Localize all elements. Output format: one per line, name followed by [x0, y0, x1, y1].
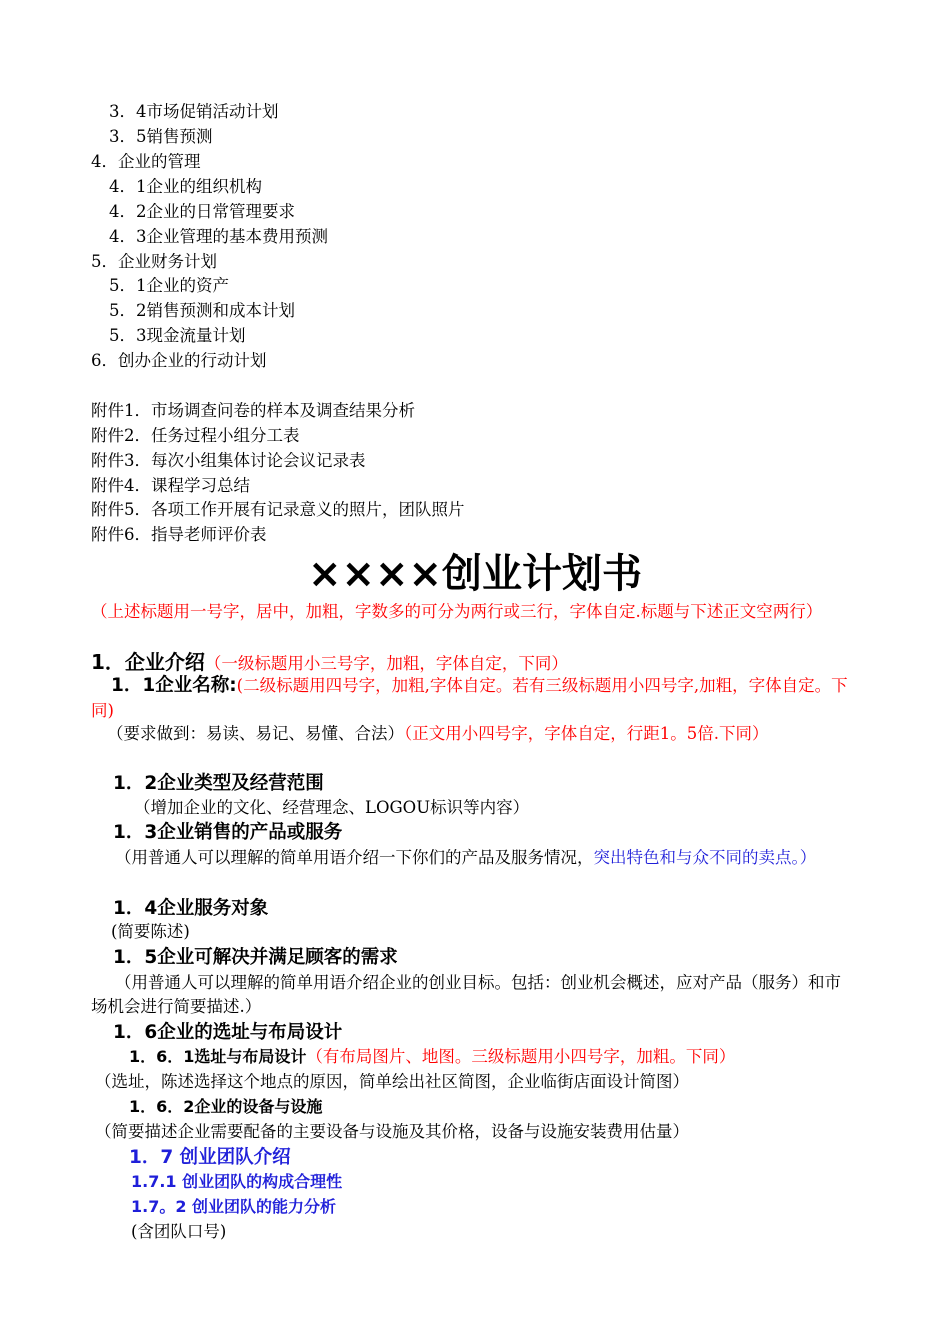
- section-1-3-body-highlight: 突出特色和与众不同的卖点。）: [593, 848, 817, 867]
- section-1-3-body: [91, 846, 861, 870]
- attachment-item: 附件3．每次小组集体讨论会议记录表: [91, 451, 366, 470]
- section-1-6-2-body: （简要描述企业需要配备的主要设备与设施及其价格，设备与设施安装费用估量）: [95, 1122, 689, 1141]
- section-1-6-1-body: （选址，陈述选择这个地点的原因，简单绘出社区简图，企业临街店面设计简图）: [95, 1072, 689, 1091]
- section-1-3-body-text: （用普通人可以理解的简单用语介绍一下你们的产品及服务情况，: [115, 848, 594, 867]
- section-1-6-2-heading: 1．6．2企业的设备与设施: [129, 1097, 323, 1116]
- section-1-1-note: (二级标题用四号字，加粗,字体自定。若有三级标题用小四号字,加粗，字体自定。下同): [91, 676, 848, 720]
- toc-item-3-5: 3．5销售预测: [109, 127, 213, 146]
- section-1-5-body: （用普通人可以理解的简单用语介绍企业的创业目标。包括：创业机会概述，应对产品（服务）和市场机会进行简要描述.）: [91, 973, 841, 1016]
- attachment-item: 附件1．市场调查问卷的样本及调查结果分析: [91, 401, 415, 420]
- section-1-4-body: (简要陈述): [111, 922, 190, 941]
- section-1-7-heading: 1．7 创业团队介绍: [129, 1147, 291, 1168]
- toc-item-4: 4．企业的管理: [91, 152, 201, 171]
- section-1-heading: 1．企业介绍: [91, 650, 205, 674]
- section-1-6-1-note: （有布局图片、地图。三级标题用小四号字，加粗。下同）: [306, 1047, 736, 1066]
- section-1-1-body-text: （要求做到：易读、易记、易懂、合法）: [107, 724, 404, 743]
- section-1-6-1-line: [129, 1046, 735, 1068]
- attachment-item: 附件6．指导老师评价表: [91, 525, 267, 544]
- section-1-7-2-body: (含团队口号): [131, 1222, 227, 1241]
- section-1-5-heading: 1．5企业可解决并满足顾客的需求: [113, 947, 398, 968]
- section-1-6-heading: 1．6企业的选址与布局设计: [113, 1022, 343, 1043]
- toc-item-3-4: 3．4市场促销活动计划: [109, 102, 279, 121]
- section-1-7-2-heading: 1.7。2 创业团队的能力分析: [131, 1197, 337, 1216]
- section-1-6-1-heading: 1．6．1选址与布局设计: [129, 1047, 307, 1066]
- section-1-3-heading: 1．3企业销售的产品或服务: [113, 822, 343, 843]
- toc-item-6: 6．创办企业的行动计划: [91, 351, 267, 370]
- attachment-item: 附件4．课程学习总结: [91, 476, 250, 495]
- section-1-2-heading: 1．2企业类型及经营范围: [113, 773, 324, 794]
- title-format-note: （上述标题用一号字，居中，加粗，字数多的可分为两行或三行，字体自定.标题与下述正文空两行）: [91, 602, 823, 621]
- toc-item-5-2: 5．2销售预测和成本计划: [109, 301, 295, 320]
- section-1-2-body: （增加企业的文化、经营理念、LOGOU标识等内容）: [134, 798, 530, 817]
- toc-item-5: 5．企业财务计划: [91, 252, 217, 271]
- section-1-7-1-heading: 1.7.1 创业团队的构成合理性: [131, 1172, 343, 1191]
- section-1-heading-note: （一级标题用小三号字，加粗，字体自定，下同）: [204, 654, 568, 673]
- toc-item-5-1: 5．1企业的资产: [109, 276, 229, 295]
- section-1-1-heading: 1．1企业名称:: [111, 675, 237, 696]
- toc-item-4-1: 4．1企业的组织机构: [109, 177, 262, 196]
- section-1-1-block: [91, 673, 861, 723]
- document-title: ××××创业计划书: [307, 551, 643, 597]
- section-1-4-heading: 1．4企业服务对象: [113, 898, 269, 919]
- section-1-1-body-note: （正文用小四号字，字体自定，行距1。5倍.下同）: [404, 724, 769, 743]
- toc-item-4-2: 4．2企业的日常管理要求: [109, 202, 295, 221]
- attachment-item: 附件2．任务过程小组分工表: [91, 426, 300, 445]
- toc-item-5-3: 5．3现金流量计划: [109, 326, 246, 345]
- attachment-item: 附件5．各项工作开展有记录意义的照片，团队照片: [91, 500, 465, 519]
- section-1-1-body: [91, 722, 861, 746]
- toc-item-4-3: 4．3企业管理的基本费用预测: [109, 227, 328, 246]
